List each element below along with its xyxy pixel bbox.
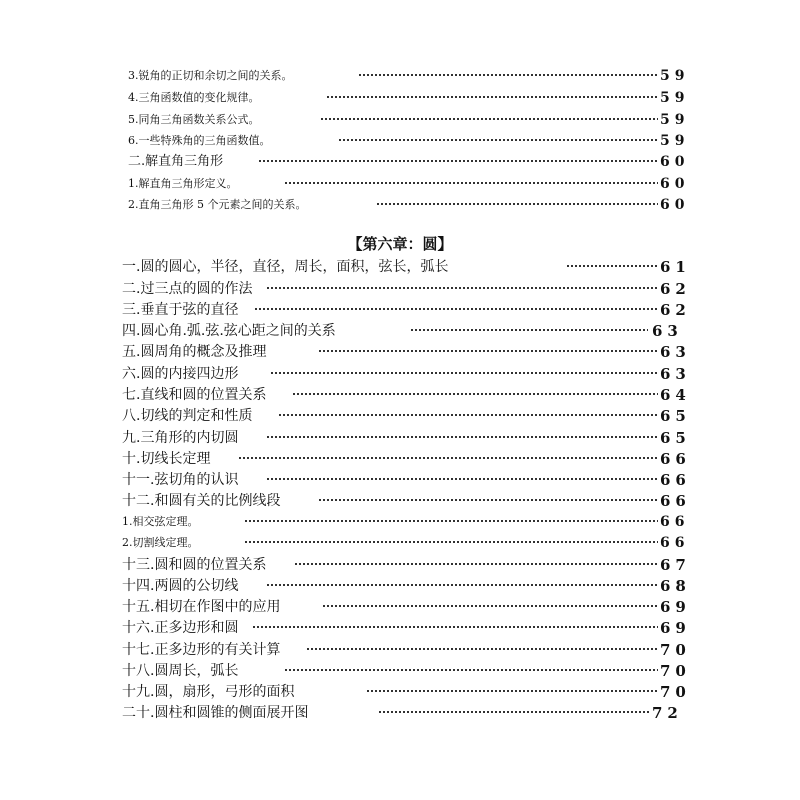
toc-entry-page: 62 [660,301,691,319]
toc-entry [0,470,800,490]
toc-entry-page: 65 [660,429,691,447]
toc-entry-page: 70 [660,641,691,659]
toc-entry-title: 2.直角三角形 5 个元素之间的关系。 [128,198,307,211]
toc-entry-page: 59 [660,112,690,128]
toc-entry-title: 四.圆心角.弧.弦.弦心距之间的关系 [122,323,336,339]
toc-leader-dots [378,708,650,716]
toc-leader-dots [266,284,658,292]
toc-entry [0,428,800,448]
toc-entry [0,279,800,299]
toc-entry-page: 70 [660,662,691,680]
toc-entry [0,661,800,681]
toc-entry [0,364,800,384]
toc-entry [0,449,800,469]
toc-entry-page: 60 [660,154,690,170]
toc-entry-page: 72 [652,704,683,722]
toc-entry [0,640,800,660]
toc-leader-dots [366,687,658,695]
toc-entry-title: 5.同角三角函数关系公式。 [128,113,260,126]
toc-entry-page: 63 [652,322,683,340]
toc-entry-title: 6.一些特殊角的三角函数值。 [128,134,271,147]
toc-entry-title: 三.垂直于弦的直径 [122,302,239,318]
toc-entry [0,110,800,130]
toc-leader-dots [258,157,658,165]
toc-entry-page: 59 [660,133,690,149]
toc-entry [0,342,800,362]
toc-leader-dots [326,93,658,101]
toc-entry-title: 六.圆的内接四边形 [122,366,239,382]
toc-leader-dots [254,305,658,313]
toc-entry-page: 60 [660,176,690,192]
toc-leader-dots [238,454,658,462]
toc-leader-dots [306,645,658,653]
toc-leader-dots [252,623,658,631]
toc-leader-dots [322,602,658,610]
toc-entry-page: 64 [660,386,691,404]
toc-entry [0,618,800,638]
toc-entry [0,300,800,320]
toc-entry-page: 66 [660,514,690,530]
toc-entry-page: 61 [660,258,691,276]
toc-entry-page: 59 [660,68,690,84]
toc-entry-title: 一.圆的圆心，半径，直径，周长，面积，弦长，弧长 [122,259,449,275]
toc-leader-dots [284,179,658,187]
toc-entry [0,597,800,617]
toc-leader-dots [318,496,658,504]
toc-leader-dots [294,560,658,568]
toc-entry [0,491,800,511]
toc-entry-title: 十三.圆和圆的位置关系 [122,557,267,573]
toc-entry-page: 69 [660,598,691,616]
toc-entry-page: 66 [660,450,691,468]
toc-entry-title: 五.圆周角的概念及推理 [122,344,267,360]
toc-entry [0,257,800,277]
toc-entry [0,321,800,341]
toc-entry-title: 3.锐角的正切和余切之间的关系。 [128,69,293,82]
toc-entry-title: 十四.两圆的公切线 [122,578,239,594]
toc-entry-page: 69 [660,619,691,637]
toc-entry [0,703,800,723]
toc-entry [0,533,800,553]
toc-entry-page: 62 [660,280,691,298]
toc-entry-title: 十六.正多边形和圆 [122,620,239,636]
toc-entry-title: 十五.相切在作图中的应用 [122,599,281,615]
toc-entry [0,682,800,702]
toc-entry-page: 66 [660,535,690,551]
toc-entry-page: 70 [660,683,691,701]
toc-leader-dots [318,347,658,355]
toc-entry-page: 67 [660,556,691,574]
toc-entry-page: 68 [660,577,691,595]
toc-entry-title: 十七.正多边形的有关计算 [122,642,281,658]
toc-entry-page: 65 [660,407,691,425]
toc-entry-title: 七.直线和圆的位置关系 [122,387,267,403]
toc-entry-title: 十九.圆，扇形，弓形的面积 [122,684,295,700]
toc-entry [0,131,800,151]
toc-leader-dots [266,475,658,483]
toc-leader-dots [266,433,658,441]
toc-leader-dots [566,262,658,270]
toc-entry-title: 二.过三点的圆的作法 [122,281,253,297]
toc-entry [0,512,800,532]
chapter-heading: 【第六章：圆】 [347,235,453,253]
toc-entry-title: 十.切线长定理 [122,451,211,467]
toc-leader-dots [410,326,648,334]
toc-leader-dots [266,581,658,589]
toc-entry-page: 59 [660,90,690,106]
toc-leader-dots [292,390,658,398]
toc-entry [0,406,800,426]
toc-entry-title: 二.解直角三角形 [128,154,224,169]
toc-entry-page: 60 [660,197,690,213]
toc-entry [0,385,800,405]
toc-entry-title: 十八.圆周长，弧长 [122,663,239,679]
toc-entry-title: 4.三角函数值的变化规律。 [128,91,260,104]
toc-leader-dots [244,538,658,546]
toc-leader-dots [358,71,658,79]
toc-entry [0,174,800,194]
toc-leader-dots [278,411,658,419]
toc-entry [0,195,800,215]
toc-entry-page: 66 [660,492,691,510]
toc-entry-page: 63 [660,343,691,361]
toc-entry-title: 1.相交弦定理。 [122,515,199,528]
toc-entry-title: 二十.圆柱和圆锥的侧面展开图 [122,705,309,721]
toc-leader-dots [244,517,658,525]
toc-entry [0,152,800,172]
toc-entry-title: 2.切割线定理。 [122,536,199,549]
toc-entry [0,576,800,596]
toc-entry-title: 八.切线的判定和性质 [122,408,253,424]
toc-leader-dots [284,666,658,674]
toc-entry [0,555,800,575]
toc-leader-dots [270,369,658,377]
toc-entry-title: 十一.弦切角的认识 [122,472,239,488]
toc-entry [0,88,800,108]
toc-leader-dots [320,115,658,123]
toc-entry-page: 63 [660,365,691,383]
toc-leader-dots [376,200,658,208]
toc-entry-title: 十二.和圆有关的比例线段 [122,493,281,509]
toc-entry-page: 66 [660,471,691,489]
toc-entry-title: 九.三角形的内切圆 [122,430,239,446]
toc-leader-dots [338,136,658,144]
toc-entry-title: 1.解直角三角形定义。 [128,177,238,190]
toc-entry [0,66,800,86]
